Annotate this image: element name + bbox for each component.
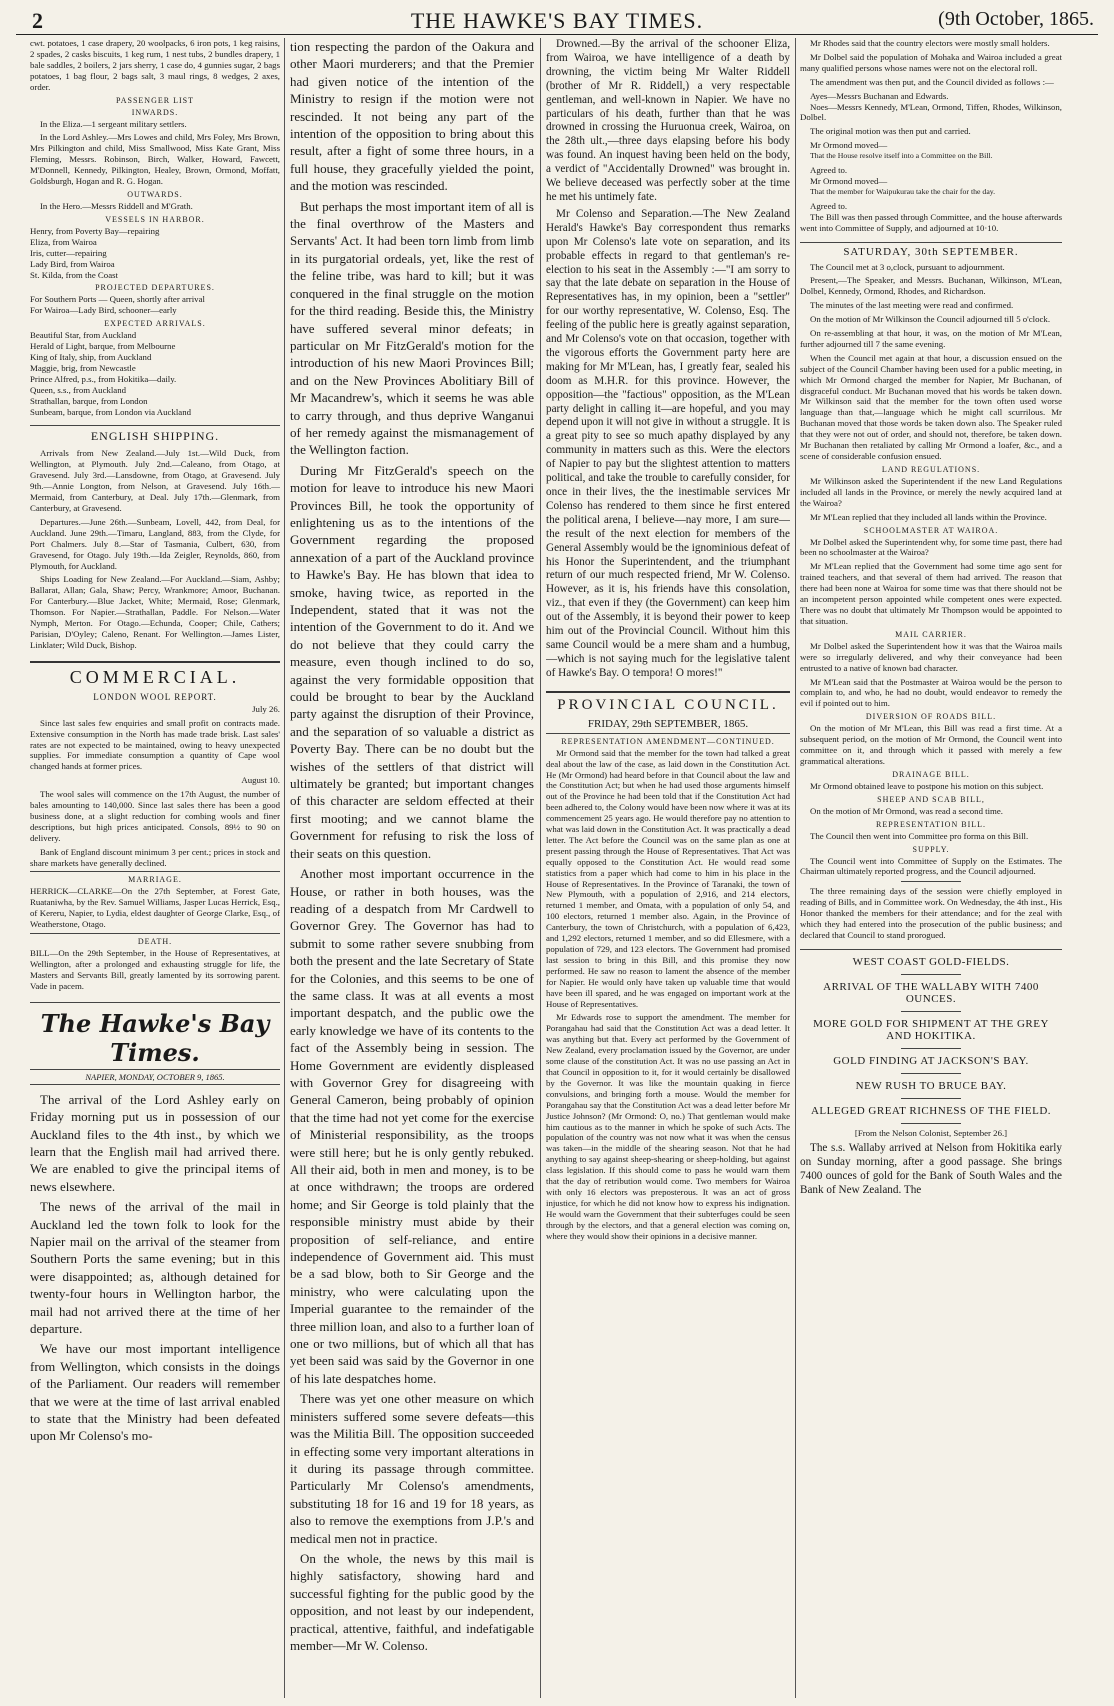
council-debate: Mr Ormond obtained leave to postpone his motion on this subject. bbox=[810, 780, 1044, 791]
projected-departures-heading: PROJECTED DEPARTURES. bbox=[95, 283, 215, 293]
sheep-scab-heading: SHEEP AND SCAB BILL, bbox=[877, 794, 985, 804]
council-debate: The Council then went into Committee pro forma on this Bill. bbox=[810, 830, 1029, 841]
wool-date: August 10. bbox=[241, 775, 280, 786]
colenso-separation-article: Mr Colenso and Separation.—The New Zealand Herald's Hawke's Bay correspondent thus remarks upon Mr Colenso's late vote on separation, and its probable effects in regard to that gentleman's re-election to his seat in the Assembly :—"I am sorry to say that the late debate on separation in the House of Representatives has, in my opinion, been a "settler" for our worthy representative, W. Colenso, Esq. The feeling of the public here is greatly against separation, and Mr Colenso's vote on that occasion, together with the vigorous efforts the Government party here are making for Mr M'Lean, has, I greatly fear, sealed his doom as M.H.R. for this province. However, the opposition—the "factious" opposition, as the M'Lean party delight in calling it—are hopeful, and you may depend upon it will not give in without a struggle. It is a great pity to see so much apathy displayed by any community in matters such as this. Were the electors of Napier to pay but the slightest attention to matters political, and take the trouble to carefully consider, for once in their lives, the the inestimable services Mr Colenso has rendered to them since he first entered the political arena, I believe—nay more, I am sure—the result of the next election for members of the General Assembly would be the ignominious defeat of his Honor the Superintendent, and the triumphant return of our much respected friend, Mr W. Colenso. However, as it is, his friends have this consolation, viz., that even if they (the Government) can keep him out of the Assembly, it is beyond their power to keep him out of the Provincial Council. Without him this same Council would be a mere sham and a humbug,—which is not saying much for the legislative talent of Hawke's Bay. O tempora! O mores!" bbox=[546, 207, 790, 679]
vessel-entry: Eliza, from Wairoa bbox=[30, 236, 97, 247]
cargo-manifest: cwt. potatoes, 1 case drapery, 20 woolpacks, 6 iron pots, 1 keg raisins, 2 spades, 2 casks biscuits, 1 keg rum, 1 nest tubs, 2 bundles drapery, 1 bale saddles, 2 boilers, 2 jars sherry, 1 case do, 4 gunnies sugar, 2 bags potatoes, 1 bag flour, 2 bags salt, 3 maul rings, 8 wedges, 2 axes, order. bbox=[30, 38, 280, 92]
council-debate: When the Council met again at that hour, a discussion ensued on the subject of the Council Chamber having been used for a public meeting, in which Mr Ormond charged the member for Napier, Mr Buchanan, of disgraceful conduct. Mr Buchanan moved that his words be taken down. Mr Wilkinson said that the member for the town often used worse language than that,—language which he might call scurrilous. Mr Buchanan moved that those words be taken down also. The Speaker ruled that they were not out of order, and should not, therefore, be taken down. Mr Buchanan then retaliated by calling Mr Ormond a loafer, &c., and a scene of considerable confusion ensued. bbox=[800, 352, 1062, 461]
gold-fields-subheading: ARRIVAL OF THE WALLABY WITH 7400 OUNCES. bbox=[823, 980, 1039, 1005]
drowned-article: Drowned.—By the arrival of the schooner Eliza, from Wairoa, we have intelligence of a death by drowning, the victim being Mr Walter Riddell (brother of Mr R. Riddell,) a very respectable gentleman, and well-known in Napier. We have no particulars of his death, further than that he was drowned in crossing the Huruonua creek, Wairoa, on the 28th ult.,—three days elapsing before his body was found. An inquest having been held on the body, a verdict of "Accidentally Drowned" was brought in. We believe deceased was perfectly sober at the time he met his untimely fate. bbox=[546, 38, 790, 203]
divider bbox=[901, 1048, 961, 1049]
council-debate: Mr M'Lean replied that they included all lands within the Province. bbox=[810, 511, 1047, 522]
division-noes: Noes—Messrs Kennedy, M'Lean, Ormond, Tiffen, Rhodes, Wilkinson, Dolbel. bbox=[800, 101, 1062, 123]
wool-report-text: Since last sales few enquiries and small profit on contracts made. Extensive consumption in the North has made trade brisk. Last sales' rates are not expected to be maintained, owing to heavy unexpected supplies. For immediate consumption a quantity of Cape wool changed hands at former prices. bbox=[30, 717, 280, 772]
council-debate: Mr M'Lean replied that the Government had some time ago sent for trained teachers, and that several of them had arrived. The reason that there had been none at Wairoa for some time was that there should not be an incompetent person appointed while competent ones were expected. There was no doubt that ultimately Mr Thompson would be appointed to that situation. bbox=[800, 561, 1062, 626]
nameplate: The Hawke's Bay Times. bbox=[30, 1002, 280, 1067]
ships-loading: Ships Loading for New Zealand.—For Auckland.—Siam, Ashby; Ballarat, Allan; Gala, Shaw; Percy, Wrankmore; Amoor, Buchanan. For Canterbury.—Blue Jacket, White; Mermaid, Rose; Glenmark, Thomson. For Napier.—Strathallan, Paddle. For Nelson.—Water Nymph, Merton. For Otago.—Echunda, Cooper; Chile, Cathers; Parisian, D'Oyley; Caleno, Renant. For Wellington.—James Lister, Linklater; Wild Duck, Bishop. bbox=[30, 574, 280, 650]
drainage-bill-heading: DRAINAGE BILL. bbox=[892, 769, 970, 779]
diversion-roads-heading: DIVERSION OF ROADS BILL. bbox=[865, 712, 997, 722]
outwards-heading: OUTWARDS. bbox=[127, 189, 183, 199]
council-debate: Present,—The Speaker, and Messrs. Buchanan, Wilkinson, M'Lean, Dolbel, Kennedy, Ormond, Rhodes, and Richardson. bbox=[800, 275, 1062, 297]
column-2 bbox=[290, 38, 534, 1700]
divider bbox=[901, 1073, 961, 1074]
wool-report-text: The wool sales will commence on the 17th August, the number of bales amounting to 140,000. Since last sales there has been a good business done, at a slight reduction for combing wools and finer descriptions, but high prices anticipated. Consols, 89½ to 90 on delivery. bbox=[30, 789, 280, 843]
arrival-entry: Queen, s.s., from Auckland bbox=[30, 384, 127, 395]
marriage-notice: HERRICK—CLARKE—On the 27th September, at Forest Gate, Ruataniwha, by the Rev. Samuel Williams, Jasper Lucas Herrick, Esq., of Kereru, Napier, to Lydia, eldest daughter of George Clarke, Esq., of Weatherstone, Otago. bbox=[30, 886, 280, 930]
arrival-entry: Maggie, brig, from Newcastle bbox=[30, 362, 136, 373]
divider bbox=[901, 1098, 961, 1099]
gold-fields-subheading: GOLD FINDING AT JACKSON'S BAY. bbox=[833, 1054, 1029, 1067]
departures-to-nz: Departures.—June 26th.—Sunbeam, Lovell, 442, from Deal, for Auckland. June 29th.—Timaru, Langland, 883, from the Clyde, for Port Chalmers. July 8.—Star of Tasmania, Culbert, 630, from Gravesend, for Otago. July 19th.—Ida Zeigler, Reynolds, 860, from Plymouth, for Auckland. bbox=[30, 516, 280, 571]
column-4 bbox=[800, 38, 1062, 1700]
marriage-heading: MARRIAGE. bbox=[30, 871, 280, 884]
council-debate: Mr Ormond moved— bbox=[810, 175, 888, 186]
council-debate: Agreed to. bbox=[810, 165, 848, 176]
vessel-entry: Iris, cutter—repairing bbox=[30, 247, 107, 258]
departure-entry: For Southern Ports — Queen, shortly after arrival bbox=[30, 294, 205, 305]
land-regulations-heading: LAND REGULATIONS. bbox=[881, 464, 981, 474]
arrival-entry: King of Italy, ship, from Auckland bbox=[30, 352, 152, 363]
council-debate: Mr Rhodes said that the country electors were mostly small holders. bbox=[810, 38, 1050, 48]
council-debate: The minutes of the last meeting were read and confirmed. bbox=[810, 300, 1014, 311]
provincial-council-heading: PROVINCIAL COUNCIL. bbox=[546, 691, 790, 714]
inwards-heading: INWARDS. bbox=[131, 107, 179, 117]
commercial-heading: COMMERCIAL. bbox=[30, 661, 280, 688]
council-debate: The Bill was then passed through Committee, and the house afterwards went into Committee of Supply, and adjourned at 10·10. bbox=[800, 211, 1062, 233]
gold-fields-heading: WEST COAST GOLD-FIELDS. bbox=[852, 955, 1010, 968]
council-motion: That the member for Waipukurau take the chair for the day. bbox=[810, 186, 996, 196]
vessels-in-harbor-heading: VESSELS IN HARBOR. bbox=[105, 214, 205, 224]
editorial-paragraph: We have our most important intelligence from Wellington, which consists in the doings of the Parliament. Our readers will remember that we were at the time of last arrival enabled to state that the Ministry had been defeated upon Mr Colenso's mo- bbox=[30, 1341, 280, 1444]
divider bbox=[800, 949, 1062, 950]
schoolmaster-heading: SCHOOLMASTER AT WAIROA. bbox=[863, 525, 999, 535]
editorial-paragraph: Another most important occurrence in the House, or rather in both houses, was the reading of a despatch from Mr Cardwell to Governor Grey. The Governor has had to submit to some rather severe snubbing from both the present and the late Secretary of State for the Colonies, and this seems to be one of the same class. It was at all events a most important despatch, and the public owe the early knowledge we have of its contents to the fact of the Assembly being in session. The Home Government are evidently displeased with Governor Grey for disagreeing with General Cameron, being probably of opinion that the time had not yet come for the exercise of Ministerial responsibility, as the troops were still here; but he is only gently rebuked. All their aid, both in men and money, is to be at once withdrawn; the troops are ordered home; and Sir George is told plainly that the responsible ministry must abide by their proposition of self-reliance, and entire independence of Government aid. This must be a sad blow, both to Sir George and the ministry, who were calculating upon the Imperial guarantee to the remainder of the three million loan, and also to a further loan of one or two millions, but of which all that has yet been said was said by the Governor in one of his late despatches home. bbox=[290, 866, 534, 1386]
arrivals-from-nz: Arrivals from New Zealand.—July 1st.—Wild Duck, from Wellington, at Plymouth. July 2nd.—Caleano, from Otago, at Gravesend. July 3rd.—Lansdowne, from Otago, at Gravesend. July 9th.—Annie Longton, from Nelson, at Gravesend. July 16th.—Mermaid, from Canterbury, at Deal. July 17th.—Glenmark, from Canterbury, at Gravesend. bbox=[30, 448, 280, 513]
editorial-paragraph: During Mr FitzGerald's speech on the motion for leave to introduce his new Maori Provinces Bill, he took the opportunity of enlightening us as to the intentions of the Government regarding the proposed annexation of a part of the Auckland province to Hawke's Bay. He has blown that idea to smoke, having twice, as reported in the Independent, stated that it was not the intention of the Government to do it. And we do not believe that they could carry the measure, even though inclined to do so, against the very formidable opposition that could be brought to bear by the Auckland party against the disruption of their Province, and the separation of so valuable a district as Poverty Bay. There can be no doubt but the wishes of the settlers of that district will ultimately be granted; but important changes of this character are seldom effected at their first mooting; and we cannot blame the Government for refusing to risk the loss of their seats on this question. bbox=[290, 462, 534, 861]
session-close-note: The three remaining days of the session were chiefly employed in reading of Bills, and in Committee work. On Wednesday, the 4th inst., His Honor thanked the members for their attendance; and for the zeal with which they had entered into the prosecution of the public business; and declared that Council to stand prorogued. bbox=[800, 886, 1062, 940]
vessel-entry: St. Kilda, from the Coast bbox=[30, 269, 118, 280]
arrival-entry: Strathallan, barque, from London bbox=[30, 395, 148, 406]
divider bbox=[901, 974, 961, 975]
divider bbox=[901, 1011, 961, 1012]
arrival-entry: Prince Alfred, p.s., from Hokitika—daily. bbox=[30, 373, 177, 384]
gold-fields-subheading: NEW RUSH TO BRUCE BAY. bbox=[855, 1079, 1007, 1092]
representation-amendment-heading: REPRESENTATION AMENDMENT—CONTINUED. bbox=[561, 736, 775, 746]
editorial-paragraph: On the whole, the news by this mail is highly satisfactory, showing hard and successful fighting for the public good by the opposition, and not least by our independent, practical, attentive, faithful, and indefatigable member—Mr W. Colenso. bbox=[290, 1550, 534, 1653]
editorial-paragraph: The arrival of the Lord Ashley early on Friday morning put us in possession of our Auckland files to the 4th inst., by which we learn that the English mail had arrived there. We are enabled to give the principal items of news elsewhere. bbox=[30, 1091, 280, 1194]
council-debate: Mr Edwards rose to support the amendment. The member for Porangahau had said that the Constitution Act was a dead letter. It was anything but that. Every act performed by the Government of New Zealand, every proclamation issued by the Governor, are under some clause of the constitution Act. It was no use passing an Act in that Council in opposition to it, for it would certainly be disallowed by the Governor. It was like the mountain quaking in fierce convulsions, and bringing forth a mouse. Would the member for Porangahau say that the Constitution Act was a dead letter before Mr Justice Johnson? (Mr Ormond: O, no.) That gentleman would make him cautious as to the manner in which he spoke of such Acts. The population of the country was not now what it was when the census was taken—in the middle of the shearing season. Not that he had anything to say against sheep-shearing or sheep-holding, but against class legislation. If this should come to pass he would warn them that the day of retribution would come. Two members for Wairoa with only 16 electors was preposterous. It was an act of gross injustice, for which he did not know how to express his indignation. He would warn the Government that their subterfuges could be seen through by the electors, and that a general election was coming on, where they would show their opinions in a decisive manner. bbox=[546, 1012, 790, 1241]
vessel-entry: Lady Bird, from Wairoa bbox=[30, 258, 115, 269]
council-motion: That the House resolve itself into a Committee on the Bill. bbox=[810, 151, 993, 161]
council-debate: On re-assembling at that hour, it was, on the motion of Mr M'Lean, further adjourned till 7 the same evening. bbox=[800, 328, 1062, 349]
wool-report-text: Bank of England discount minimum 3 per cent.; prices in stock and share markets have generally declined. bbox=[30, 846, 280, 868]
council-debate: Mr M'Lean said that the Postmaster at Wairoa would be the person to complain to, and who, he had no doubt, would endeavor to remedy the evil if pointed out to him. bbox=[800, 676, 1062, 709]
gold-fields-subheading: ALLEGED GREAT RICHNESS OF THE FIELD. bbox=[810, 1104, 1052, 1117]
division-ayes: Ayes—Messrs Buchanan and Edwards. bbox=[810, 90, 949, 101]
editorial-paragraph: There was yet one other measure on which ministers suffered some severe defeats—this was the Militia Bill. The opposition succeeded in effecting some very important alterations in it during its passage through committee. Particularly Mr Colenso's amendments, substituting 18 for 16 and 19 for 18 years, as also to remove the exemptions from J.P.'s and medical men not in practice. bbox=[290, 1391, 534, 1546]
session-date: FRIDAY, 29th SEPTEMBER, 1865. bbox=[546, 718, 790, 734]
council-debate: Agreed to. bbox=[810, 200, 848, 211]
column-3 bbox=[546, 38, 790, 1700]
council-debate: On the motion of Mr Wilkinson the Council adjourned till 5 o'clock. bbox=[810, 314, 1051, 325]
english-shipping-heading: ENGLISH SHIPPING. bbox=[30, 425, 280, 444]
column-rule bbox=[540, 38, 541, 1698]
column-rule bbox=[795, 38, 796, 1698]
inwards-lord-ashley: In the Lord Ashley.—Mrs Lowes and child, Mrs Foley, Mrs Brown, Mrs Pilkington and child, Miss Smallwood, Miss Kate Grant, Miss Fleming, Messrs. Robinson, Birch, Walker, Howard, Fawcett, M'Donnell, Kennedy, Pilkington, Healey, Brown, Ormond, Moffatt, Goldsburgh, Hogan and R. G. Hogan. bbox=[30, 132, 280, 187]
council-debate: The Council went into Committee of Supply on the Estimates. The Chairman ultimately reported progress, and the Council adjourned. bbox=[800, 855, 1062, 877]
outwards-hero: In the Hero.—Messrs Riddell and M'Grath. bbox=[40, 200, 193, 211]
editorial-paragraph: tion respecting the pardon of the Oakura and other Maori murderers; and that the Premier had given notice of the intention of the Ministry to resign if the motion were not rescinded. It not being any part of the intention of the opposition to bring about this result, after a fight of some three hours, in a full house, they gracefully yielded the point, and the motion was rescinded. bbox=[290, 39, 534, 194]
wool-date: July 26. bbox=[252, 703, 280, 714]
council-debate: Mr Wilkinson asked the Superintendent if the new Land Regulations included all lands in the Province, or merely the newly acquired land at the Wairoa? bbox=[800, 475, 1062, 508]
issue-date: (9th October, 1865. bbox=[938, 8, 1094, 30]
council-debate: Mr Dolbel asked the Superintendent why, for some time past, there had been no schoolmaster at the Wairoa? bbox=[800, 536, 1062, 558]
editorial-dateline: NAPIER, MONDAY, OCTOBER 9, 1865. bbox=[30, 1069, 280, 1085]
gold-fields-subheading: MORE GOLD FOR SHIPMENT AT THE GREY AND HOKITIKA. bbox=[813, 1017, 1049, 1042]
inwards-eliza: In the Eliza.—1 sergeant military settlers. bbox=[40, 118, 187, 129]
source-attribution: [From the Nelson Colonist, September 26.] bbox=[854, 1127, 1008, 1138]
council-debate: The Council met at 3 o,clock, pursuant to adjournment. bbox=[810, 261, 1005, 272]
passenger-list-heading: PASSENGER LIST bbox=[116, 95, 194, 105]
divider bbox=[901, 881, 961, 882]
masthead bbox=[16, 6, 1098, 35]
death-notice: BILL—On the 29th September, in the House of Representatives, at Wellington, after a prolonged and exhausting struggle for life, the Masters and Servants Bill, greatly lamented by its sorrowing parent. Vade in pacem. bbox=[30, 948, 280, 991]
expected-arrivals-heading: EXPECTED ARRIVALS. bbox=[104, 319, 206, 329]
arrival-entry: Beautiful Star, from Auckland bbox=[30, 330, 137, 341]
arrival-entry: Herald of Light, barque, from Melbourne bbox=[30, 341, 176, 352]
council-debate: On the motion of Mr Ormond, was read a second time. bbox=[810, 805, 1003, 816]
editorial-paragraph: The news of the arrival of the mail in Auckland led the town folk to look for the Napier mail on the arrival of the steamer from Southern Ports the same evening; but in this were disappointed; as, although detained for twenty-four hours in Wellington harbor, the mail had not arrived there at the time of her departure. bbox=[30, 1199, 280, 1336]
page-number: 2 bbox=[32, 8, 43, 33]
departure-entry: For Wairoa—Lady Bird, schooner—early bbox=[30, 305, 177, 316]
council-debate: Mr Dolbel said the population of Mohaka and Wairoa included a great many qualified persons whose names were not on the electoral roll. bbox=[800, 51, 1062, 73]
wallaby-article: The s.s. Wallaby arrived at Nelson from Hokitika early on Sunday morning, after a good passage. She brings 7400 ounces of gold for the Bank of South Wales and the Bank of New Zealand. The bbox=[800, 1141, 1062, 1196]
council-debate: Mr Ormond moved— bbox=[810, 140, 888, 151]
supply-heading: SUPPLY. bbox=[912, 844, 950, 854]
death-heading: DEATH. bbox=[30, 933, 280, 946]
newspaper-title: THE HAWKE'S BAY TIMES. bbox=[410, 8, 704, 33]
council-debate: The original motion was then put and carried. bbox=[810, 126, 971, 137]
mail-carrier-heading: MAIL CARRIER. bbox=[895, 629, 967, 639]
council-debate: Mr Dolbel asked the Superintendent how it was that the Wairoa mails were so irregularly delivered, and why their conveyance had been entrusted to a native of known bad character. bbox=[800, 640, 1062, 673]
saturday-heading: SATURDAY, 30th SEPTEMBER. bbox=[800, 242, 1062, 258]
council-debate: The amendment was then put, and the Council divided as follows :— bbox=[810, 76, 1054, 87]
arrival-entry: Sunbeam, barque, from London via Auckland bbox=[30, 406, 191, 417]
column-rule bbox=[284, 38, 285, 1698]
vessel-entry: Henry, from Poverty Bay—repairing bbox=[30, 225, 160, 236]
wool-report-heading: LONDON WOOL REPORT. bbox=[93, 691, 217, 702]
editorial-paragraph: But perhaps the most important item of all is the final overthrow of the Masters and Servants' Act. It had been torn limb from limb in its purgatorial ordeals, yet, like the rest of the feline tribe, was hard to kill; but it was conquered in the final struggle on the motion for the third reading. Beside this, the Ministry have suffered several minor defeats; in particular on Mr FitzGerald's motion for the introduction of his new Maori Provinces Bill; and on the New Provinces Abolitiary Bill of Mr Macandrew's, which it seems he was able to carry through, and thus deprive Wanganui of her remedy against the mismanagement of the Wellington faction. bbox=[290, 198, 534, 458]
council-debate: On the motion of Mr M'Lean, this Bill was read a first time. At a subsequent period, on the motion of Mr Ormond, the Council went into committee on it, and through which it passed with merely a few grammatical alterations. bbox=[800, 723, 1062, 766]
council-debate: Mr Ormond said that the member for the town had talked a great deal about the law of the case, as laid down in the Constitution Act. He (Mr Ormond) had heard before in that Council about the law and the Constitution Act; but when he had used those arguments himself out of the Province he had been told that if the Constitution Act had been adhered to, the Colony would have been now where it was at its commencement 25 years ago. He would therefore pay no attention to what was laid down in the Constitution Act. It was practically a dead letter. The Act before the Council was on the same plan as one at present passing through the House of Representatives. That Act was equally opposed to the Constitution Act. He would read some statistics from a paper which had come to him in his place in the House of Representatives. In the Province of Taranaki, the town of New Plymouth, with a population of 2,916, and 214 electors, returned 1 member, and Omata, with a population of only 54, and 100 electors, returned 1 member also. Again, in the Province of Canterbury, the town of Christchurch, with a population of 6,423, and 1,292 electors, returned 1 member, and so did Ellesmere, with a population of 729, and 123 electors. The Government had promised last session to bring in this Bill, and this promise they now performed. He saw no reason to lament the absence of the member for Napier. He would only have taken up valuable time that would have been ill spared, and he was engaged on important work at the House of Representatives. bbox=[546, 747, 790, 1009]
divider bbox=[901, 1123, 961, 1124]
representation-bill-heading: REPRESENTATION BILL. bbox=[875, 819, 987, 829]
column-1 bbox=[30, 38, 280, 1700]
